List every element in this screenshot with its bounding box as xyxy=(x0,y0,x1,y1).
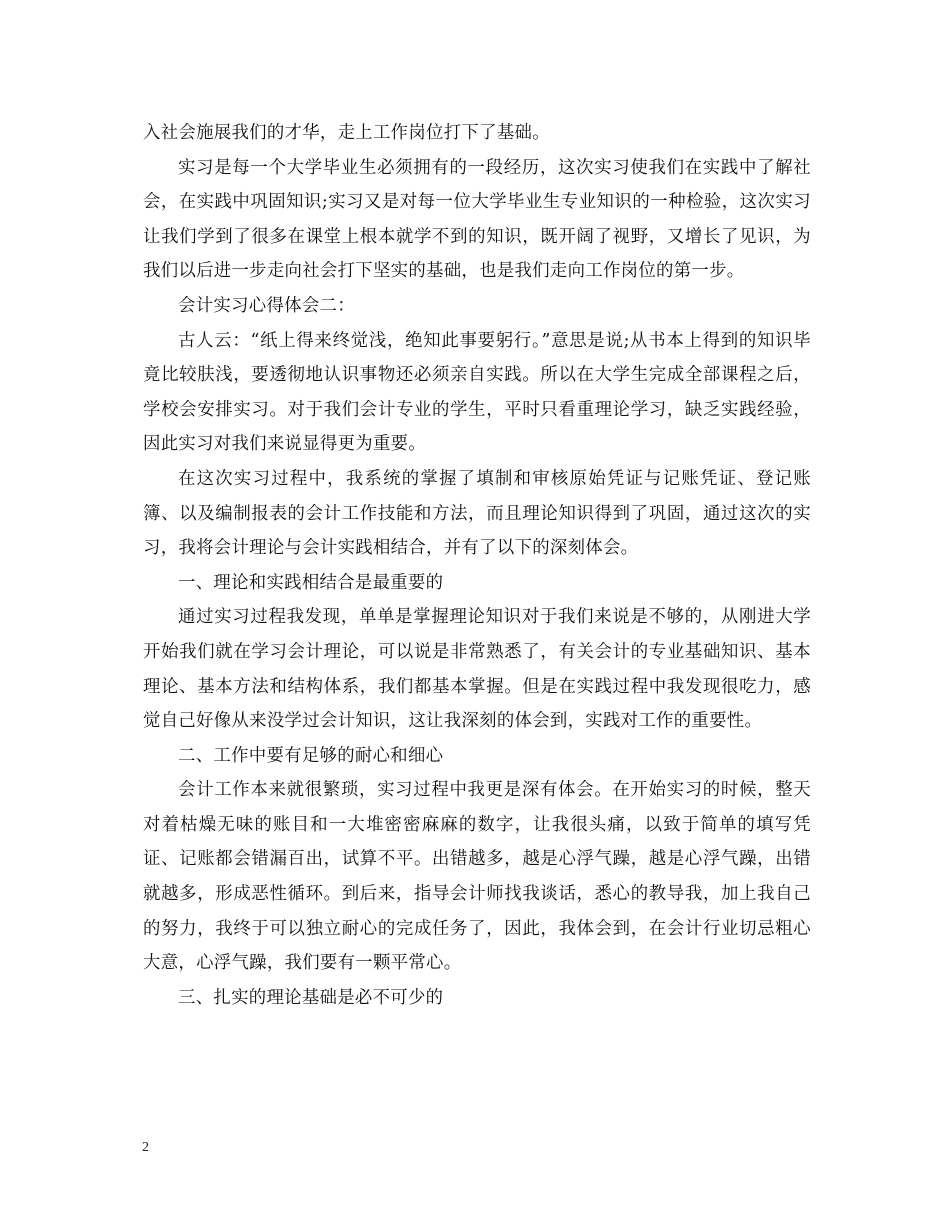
page-number: 2 xyxy=(142,1140,149,1155)
heading-point-three: 三、扎实的理论基础是必不可少的 xyxy=(178,987,444,1008)
heading-point-two: 二、工作中要有足够的耐心和细心 xyxy=(178,745,444,766)
paragraph-5: 通过实习过程我发现，单单是掌握理论知识对于我们来说是不够的，从刚进大学开始我们就在学习会计理论，可以说是非常熟悉了，有关会计的专业基础知识、基本理论、基本方法和结构体系，我们都基本掌握。但是在实践过程中我发现很吃力，感觉自己好像从来没学过会计知识，这让我深刻的体会到，实践对工作的重要性。 xyxy=(143,607,811,732)
heading-point-one: 一、理论和实践相结合是最重要的 xyxy=(178,572,444,593)
paragraph-3: 古人云：“纸上得来终觉浅，绝知此事要躬行。”意思是说;从书本上得到的知识毕竟比较肤浅，要透彻地认识事物还必须亲自实践。所以在大学生完成全部课程之后，学校会安排实习。对于我们会计专业的学生，平时只看重理论学习，缺乏实践经验，因此实习对我们来说显得更为重要。 xyxy=(143,330,811,455)
paragraph-2: 实习是每一个大学毕业生必须拥有的一段经历，这次实习使我们在实践中了解社会，在实践中巩固知识;实习又是对每一位大学毕业生专业知识的一种检验，这次实习让我们学到了很多在课堂上根本就学不到的知识，既开阔了视野，又增长了见识，为我们以后进一步走向社会打下坚实的基础，也是我们走向工作岗位的第一步。 xyxy=(143,157,811,282)
paragraph-4: 在这次实习过程中，我系统的掌握了填制和审核原始凭证与记账凭证、登记账簿、以及编制报表的会计工作技能和方法，而且理论知识得到了巩固，通过这次的实习，我将会计理论与会计实践相结合，并有了以下的深刻体会。 xyxy=(143,468,811,559)
paragraph-6: 会计工作本来就很繁琐，实习过程中我更是深有体会。在开始实习的时候，整天对着枯燥无味的账目和一大堆密密麻麻的数字，让我很头痛，以致于简单的填写凭证、记账都会错漏百出，试算不平。出错越多，越是心浮气躁，越是心浮气躁，出错就越多，形成恶性循环。到后来，指导会计师找我谈话，悉心的教导我，加上我自己的努力，我终于可以独立耐心的完成任务了，因此，我体会到，在会计行业切忌粗心大意，心浮气躁，我们要有一颗平常心。 xyxy=(143,780,811,974)
document-body xyxy=(143,116,811,1015)
paragraph-1: 入社会施展我们的才华，走上工作岗位打下了基础。 xyxy=(143,123,550,143)
section-title-part-two: 会计实习心得体会二： xyxy=(178,295,355,316)
